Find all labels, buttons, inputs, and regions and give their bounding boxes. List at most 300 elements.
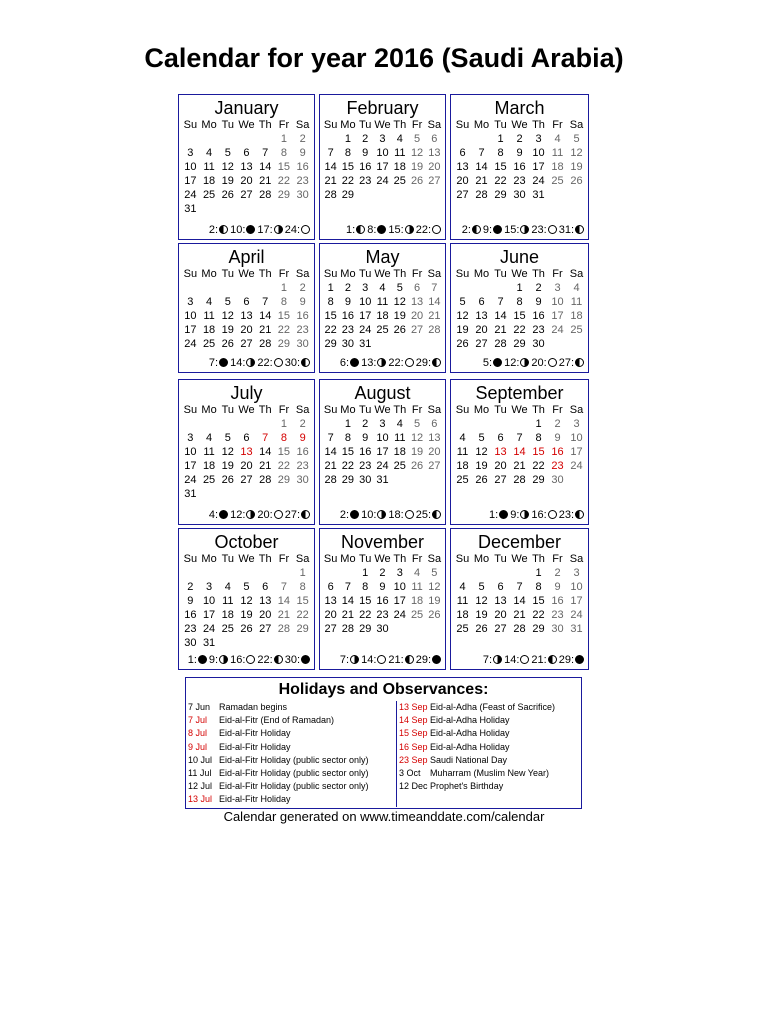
empty-cell: [237, 566, 256, 580]
day-cell: 21: [324, 175, 337, 187]
moon-phase: [361, 508, 386, 522]
last-quarter-icon: [432, 510, 441, 519]
day-cell: 3: [554, 282, 561, 294]
day-cell: 13: [324, 595, 337, 607]
day-cell: 9: [535, 296, 542, 308]
day-cell: 2: [344, 282, 351, 294]
day-cell: 7: [478, 147, 485, 159]
day-cell: 5: [478, 432, 485, 444]
weekday-header: Th: [258, 268, 272, 280]
day-cell: 18: [202, 324, 216, 336]
day-cell: 26: [240, 623, 253, 635]
moon-phase: [257, 356, 282, 370]
last-quarter-icon: [575, 510, 584, 519]
moon-phase-day: 6:: [339, 357, 350, 369]
weekday-header: We: [238, 553, 255, 565]
holidays-left-column: [186, 701, 397, 807]
first-quarter-icon: [520, 510, 529, 519]
day-cell: 1: [280, 133, 287, 145]
weekday-header: Sa: [569, 553, 584, 565]
day-cell: 4: [396, 133, 403, 145]
holiday-date: 7 Jun: [188, 702, 211, 712]
day-cell: 5: [573, 133, 580, 145]
holiday-name: Eid-al-Adha Holiday: [429, 728, 510, 739]
moon-phase: [230, 356, 255, 370]
holiday-row: [188, 754, 394, 767]
day-cell: 17: [202, 609, 216, 621]
last-quarter-icon: [301, 358, 310, 367]
full-moon-icon: [301, 225, 310, 234]
month-december: [450, 528, 589, 670]
moon-phase-day: 23:: [558, 509, 574, 521]
day-cell: 5: [396, 282, 403, 294]
moon-phase-day: 4:: [208, 509, 219, 521]
day-cell: 7: [344, 581, 351, 593]
day-grid: [320, 267, 445, 351]
day-cell: 1: [344, 133, 351, 145]
moon-phase: [416, 356, 441, 370]
moon-phase: [559, 508, 584, 522]
day-grid: [179, 403, 314, 501]
full-moon-icon: [377, 655, 386, 664]
day-cell: 12: [410, 432, 424, 444]
day-cell: 28: [259, 189, 272, 201]
day-cell: 6: [431, 133, 438, 145]
day-cell: 17: [376, 161, 389, 173]
day-cell: 10: [376, 432, 389, 444]
day-cell: 20: [475, 324, 488, 336]
day-cell: 29: [324, 338, 337, 350]
day-cell: 30: [296, 474, 309, 486]
day-cell: 24: [551, 324, 564, 336]
moon-phase-day: 17:: [257, 224, 273, 236]
empty-cell: [218, 281, 237, 295]
weekday-header: Mo: [340, 268, 356, 280]
empty-cell: [472, 417, 491, 431]
day-cell: 28: [513, 623, 526, 635]
day-cell: 8: [327, 296, 334, 308]
day-cell: 7: [327, 147, 334, 159]
day-cell: 17: [570, 595, 583, 607]
weekday-header: Tu: [221, 119, 234, 131]
day-cell: 10: [359, 296, 372, 308]
day-cell: 1: [516, 282, 523, 294]
day-cell: 18: [410, 595, 424, 607]
day-cell: 24: [184, 338, 197, 350]
moon-phase: [209, 223, 228, 237]
weekday-header: Th: [393, 268, 407, 280]
day-cell: 26: [475, 474, 488, 486]
day-cell: 4: [459, 432, 466, 444]
day-cell: 31: [376, 474, 389, 486]
moon-phase: [230, 508, 255, 522]
day-cell: 15: [324, 310, 337, 322]
weekday-header: Sa: [427, 268, 442, 280]
day-cell: 8: [535, 432, 542, 444]
day-cell: 26: [428, 609, 441, 621]
new-moon-icon: [493, 225, 502, 234]
last-quarter-icon: [356, 225, 365, 234]
first-quarter-icon: [377, 358, 386, 367]
weekday-header: Fr: [552, 404, 563, 416]
moon-phases: [179, 223, 310, 237]
month-april: [178, 243, 315, 373]
month-name: June: [499, 247, 540, 267]
day-cell: 25: [410, 609, 424, 621]
day-cell: 6: [431, 418, 438, 430]
day-cell: 25: [570, 324, 583, 336]
weekday-header: Sa: [295, 404, 310, 416]
day-cell: 21: [475, 175, 488, 187]
moon-phases: [451, 356, 584, 370]
day-cell: 6: [243, 296, 250, 308]
weekday-header: Sa: [569, 404, 584, 416]
day-cell: 19: [410, 446, 424, 458]
day-cell: 4: [224, 581, 231, 593]
day-cell: 4: [206, 432, 213, 444]
day-cell: 29: [296, 623, 309, 635]
weekday-header: Th: [532, 119, 545, 131]
day-cell: 5: [459, 296, 466, 308]
empty-cell: [322, 417, 339, 431]
moon-phase: [416, 223, 441, 237]
weekday-header: Mo: [201, 268, 217, 280]
day-cell: 16: [513, 161, 526, 173]
day-cell: 25: [393, 175, 406, 187]
first-quarter-icon: [246, 358, 255, 367]
holiday-name: Muharram (Muslim New Year): [429, 767, 549, 778]
day-cell: 4: [414, 567, 421, 579]
day-cell: 24: [359, 324, 372, 336]
day-cell: 14: [259, 161, 272, 173]
day-cell: 12: [475, 446, 488, 458]
weekday-header: Fr: [278, 119, 290, 131]
day-cell: 27: [494, 474, 507, 486]
footer-credit: Calendar generated on www.timeanddate.com/calendar: [223, 809, 545, 824]
moon-phase: [285, 223, 310, 237]
day-cell: 17: [376, 446, 389, 458]
empty-cell: [472, 281, 491, 295]
day-cell: 20: [240, 460, 253, 472]
new-moon-icon: [575, 655, 584, 664]
day-cell: 10: [551, 296, 564, 308]
holiday-name: Ramadan begins: [219, 702, 288, 712]
month-february: [319, 94, 446, 240]
weekday-header: Fr: [411, 119, 423, 131]
weekday-header: We: [511, 268, 528, 280]
day-cell: 29: [277, 189, 291, 201]
weekday-header: Th: [393, 404, 407, 416]
day-cell: 24: [393, 609, 406, 621]
weekday-header: Tu: [358, 553, 372, 565]
holiday-row: [188, 780, 394, 793]
weekday-header: Su: [183, 268, 198, 280]
moon-phase: [340, 653, 359, 667]
day-cell: 2: [299, 282, 306, 294]
page-title: Calendar for year 2016 (Saudi Arabia): [144, 43, 624, 73]
day-cell: 17: [184, 460, 197, 472]
moon-phase-day: 14:: [361, 654, 377, 666]
holiday-name: Eid-al-Fitr (End of Ramadan): [219, 715, 335, 726]
day-cell: 22: [277, 460, 291, 472]
day-cell: 2: [379, 567, 386, 579]
day-cell: 4: [206, 147, 213, 159]
day-cell: 3: [187, 147, 194, 159]
day-cell: 15: [341, 446, 355, 458]
day-cell: 7: [516, 581, 523, 593]
weekday-header: Th: [258, 119, 272, 131]
new-moon-icon: [432, 655, 441, 664]
weekday-header: Tu: [358, 268, 372, 280]
day-cell: 18: [202, 460, 216, 472]
day-cell: 5: [478, 581, 485, 593]
day-cell: 24: [570, 609, 583, 621]
day-cell: 18: [456, 609, 469, 621]
day-cell: 1: [299, 567, 306, 579]
weekday-header: Su: [323, 553, 338, 565]
last-quarter-icon: [548, 655, 557, 664]
day-cell: 7: [497, 296, 504, 308]
day-cell: 2: [554, 418, 561, 430]
day-cell: 3: [206, 581, 213, 593]
day-cell: 8: [516, 296, 523, 308]
day-cell: 20: [240, 175, 253, 187]
day-cell: 26: [221, 338, 234, 350]
weekday-header: We: [238, 404, 255, 416]
day-cell: 2: [362, 133, 369, 145]
day-cell: 21: [259, 324, 272, 336]
day-cell: 16: [296, 161, 309, 173]
empty-cell: [256, 281, 275, 295]
empty-cell: [256, 417, 275, 431]
weekday-header: Fr: [278, 268, 290, 280]
day-cell: 10: [184, 161, 197, 173]
day-cell: 25: [202, 474, 216, 486]
empty-cell: [200, 132, 219, 146]
empty-cell: [200, 566, 219, 580]
moon-phase: [531, 356, 556, 370]
day-cell: 1: [327, 282, 334, 294]
day-cell: 14: [428, 296, 441, 308]
empty-cell: [218, 132, 237, 146]
holiday-date: 16 Sep: [398, 741, 428, 752]
moon-phase-day: 22:: [257, 654, 273, 666]
day-cell: 12: [221, 310, 234, 322]
day-cell: 29: [341, 474, 355, 486]
day-cell: 6: [478, 296, 485, 308]
holiday-date: 3 Oct: [398, 767, 421, 778]
moon-phase: [510, 508, 529, 522]
day-cell: 27: [240, 338, 253, 350]
moon-phase: [559, 356, 584, 370]
moon-phase-day: 10:: [361, 509, 377, 521]
empty-cell: [237, 132, 256, 146]
day-cell: 4: [573, 282, 580, 294]
day-cell: 15: [494, 161, 507, 173]
day-cell: 22: [296, 609, 309, 621]
day-cell: 15: [513, 310, 526, 322]
day-cell: 14: [259, 446, 272, 458]
day-cell: 18: [221, 609, 234, 621]
weekday-header: Th: [532, 404, 545, 416]
weekday-header: Su: [455, 553, 470, 565]
moon-phase-day: 22:: [257, 357, 273, 369]
last-quarter-icon: [432, 358, 441, 367]
day-cell: 23: [376, 609, 389, 621]
day-cell: 18: [376, 310, 389, 322]
day-cell: 31: [570, 623, 583, 635]
empty-cell: [218, 417, 237, 431]
empty-cell: [181, 132, 200, 146]
weekday-header: Th: [393, 119, 407, 131]
day-cell: 27: [240, 474, 253, 486]
day-cell: 31: [184, 203, 197, 215]
day-cell: 10: [184, 310, 197, 322]
moon-phase-day: 2:: [461, 224, 471, 236]
day-cell: 26: [456, 338, 469, 350]
day-cell: 15: [341, 161, 355, 173]
day-cell: 16: [296, 446, 309, 458]
day-cell: 6: [497, 581, 504, 593]
moon-phase: [346, 223, 365, 237]
moon-phase: [230, 223, 255, 237]
day-cell: 28: [324, 189, 337, 201]
holiday-row: [188, 714, 394, 727]
day-cell: 21: [513, 609, 526, 621]
full-moon-icon: [405, 358, 414, 367]
day-cell: 15: [277, 446, 291, 458]
day-cell: 28: [494, 338, 507, 350]
day-cell: 13: [240, 310, 253, 322]
month-september: [450, 379, 589, 525]
weekday-header: Tu: [221, 268, 234, 280]
holiday-date: 9 Jul: [188, 741, 208, 752]
day-cell: 7: [431, 282, 438, 294]
moon-phase-day: 5:: [482, 357, 493, 369]
moon-phase-day: 25:: [415, 509, 431, 521]
moon-phases: [320, 508, 441, 522]
day-cell: 6: [243, 432, 250, 444]
weekday-header: Mo: [473, 119, 490, 131]
day-cell: 14: [513, 446, 526, 458]
day-cell: 7: [262, 147, 269, 159]
day-cell: 20: [428, 446, 441, 458]
moon-phase-day: 9:: [208, 654, 219, 666]
day-cell: 18: [202, 175, 216, 187]
day-cell: 11: [203, 446, 215, 458]
weekday-header: Su: [455, 268, 470, 280]
last-quarter-icon: [472, 225, 481, 234]
day-cell: 29: [277, 474, 291, 486]
weekday-header: Mo: [473, 553, 490, 565]
weekday-header: Mo: [201, 119, 217, 131]
day-cell: 25: [551, 175, 564, 187]
day-cell: 19: [475, 609, 488, 621]
day-cell: 17: [184, 324, 197, 336]
day-cell: 30: [184, 637, 197, 649]
moon-phase-day: 18:: [388, 509, 404, 521]
day-cell: 28: [475, 189, 488, 201]
day-cell: 4: [459, 581, 466, 593]
day-cell: 13: [494, 595, 507, 607]
empty-cell: [491, 417, 510, 431]
day-cell: 9: [362, 147, 369, 159]
moon-phase-day: 16:: [531, 509, 547, 521]
moon-phase: [209, 356, 228, 370]
day-cell: 15: [532, 595, 545, 607]
moon-phase: [388, 508, 413, 522]
first-quarter-icon: [520, 358, 529, 367]
day-cell: 11: [222, 595, 234, 607]
day-cell: 5: [224, 147, 231, 159]
first-quarter-icon: [246, 510, 255, 519]
day-cell: 13: [475, 310, 488, 322]
holiday-date: 11 Jul: [188, 767, 212, 778]
holiday-row: [188, 793, 394, 806]
day-cell: 12: [428, 581, 441, 593]
day-cell: 1: [362, 567, 369, 579]
day-cell: 29: [341, 189, 355, 201]
full-moon-icon: [548, 510, 557, 519]
holiday-date: 10 Jul: [188, 754, 213, 765]
holiday-row: [399, 767, 579, 780]
moon-phases: [320, 223, 441, 237]
day-cell: 30: [551, 623, 564, 635]
month-name: April: [228, 247, 265, 267]
day-cell: 26: [410, 175, 424, 187]
first-quarter-icon: [377, 510, 386, 519]
day-grid: [320, 552, 445, 636]
weekday-header: Mo: [340, 119, 356, 131]
weekday-header: We: [374, 119, 391, 131]
day-cell: 4: [554, 133, 561, 145]
moon-phases: [179, 508, 310, 522]
day-cell: 5: [414, 133, 421, 145]
day-cell: 17: [551, 310, 564, 322]
day-cell: 27: [259, 623, 272, 635]
day-cell: 17: [532, 161, 545, 173]
holiday-row: [399, 727, 579, 740]
holiday-row: [399, 714, 579, 727]
day-cell: 24: [376, 460, 389, 472]
day-cell: 14: [513, 595, 526, 607]
moon-phase: [531, 223, 556, 237]
moon-phase-day: 27:: [558, 357, 574, 369]
moon-phase: [257, 223, 282, 237]
weekday-header: Fr: [411, 404, 423, 416]
day-cell: 16: [551, 595, 564, 607]
last-quarter-icon: [575, 358, 584, 367]
day-cell: 5: [243, 581, 250, 593]
holiday-date: 23 Sep: [398, 754, 428, 765]
day-cell: 30: [359, 474, 372, 486]
moon-phase-day: 13:: [361, 357, 377, 369]
day-cell: 24: [184, 189, 197, 201]
day-cell: 19: [221, 324, 234, 336]
day-cell: 2: [299, 418, 306, 430]
day-cell: 16: [184, 609, 197, 621]
moon-phase: [209, 508, 228, 522]
day-cell: 21: [259, 175, 272, 187]
day-cell: 10: [202, 595, 216, 607]
day-cell: 20: [410, 310, 424, 322]
day-cell: 19: [456, 324, 469, 336]
day-cell: 13: [259, 595, 272, 607]
day-cell: 3: [535, 133, 542, 145]
day-cell: 17: [393, 595, 406, 607]
day-cell: 7: [327, 432, 334, 444]
holiday-date: 12 Jul: [188, 781, 213, 792]
